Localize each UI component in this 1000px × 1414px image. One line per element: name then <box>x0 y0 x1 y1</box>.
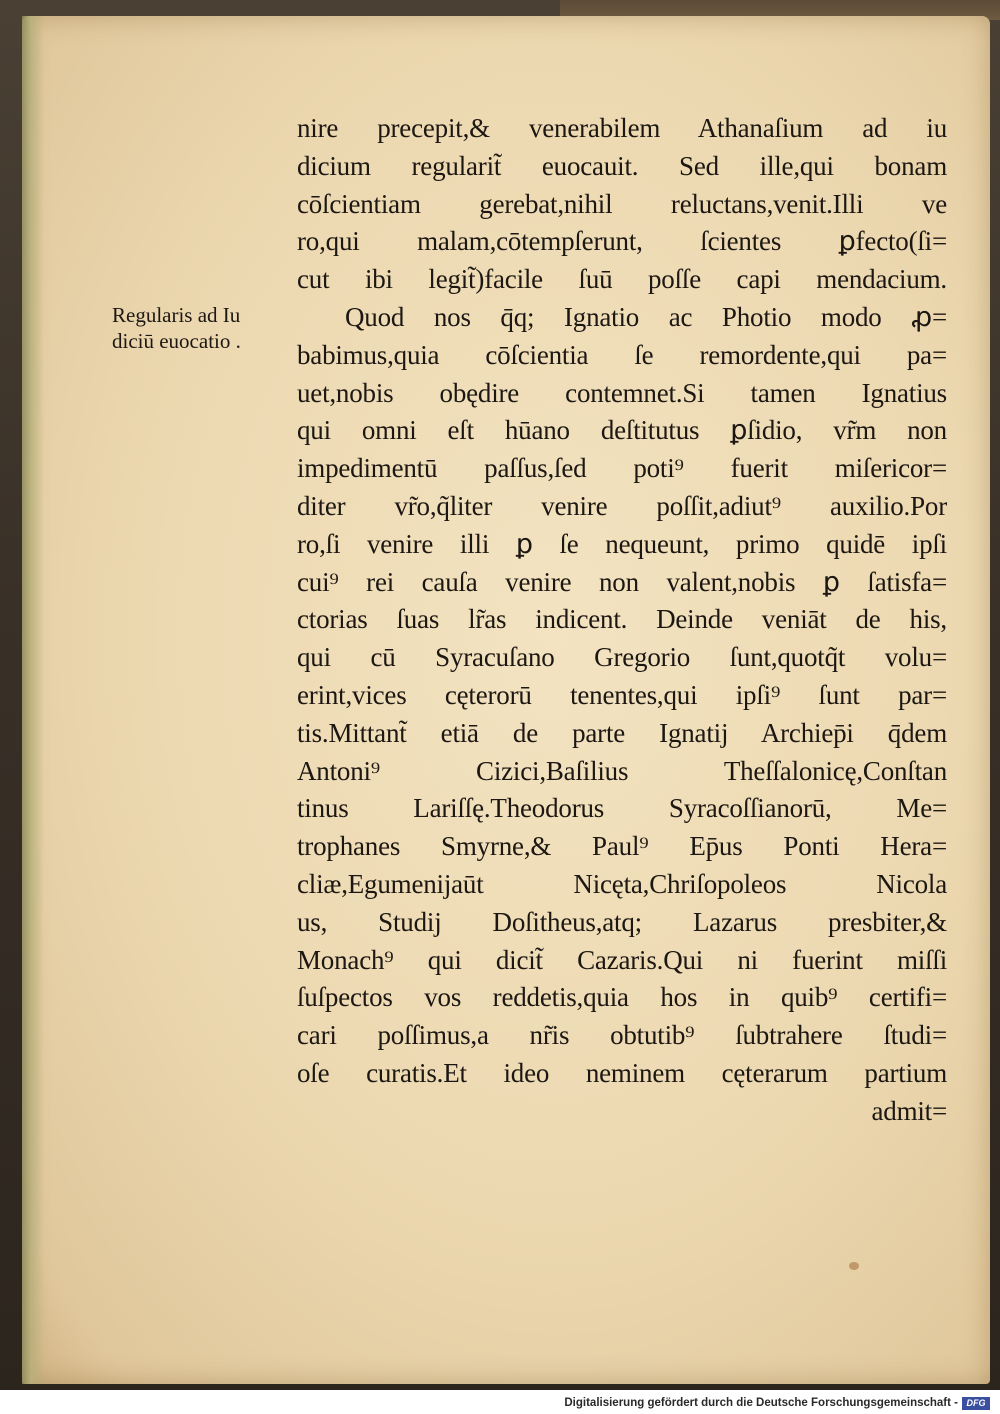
text-line: trophanes Smyrne,& Paul⁹ Ep̄us Ponti Hera= <box>297 831 947 862</box>
text-line: cui⁹ rei cauſa venire non valent,nobis ꝑ ſatisfa= <box>297 566 947 597</box>
text-line: cliæ,Egumenijaūt Nicęta,Chriſopoleos Nicola <box>297 868 947 899</box>
text-line: Antoni⁹ Cizici,Baſilius Theſſalonicę,Conſtan <box>297 755 947 786</box>
digitization-credit: Digitalisierung gefördert durch die Deutsche Forschungsgemeinschaft - <box>564 1397 958 1409</box>
text-line: diter vr̃o,q̃liter venire poſſit,adiut⁹ auxilio.Por <box>297 490 947 521</box>
margin-note-line: diciū euocatio . <box>112 329 241 353</box>
text-line: qui cū Syracuſano Gregorio ſunt,quotq̃t volu= <box>297 642 947 673</box>
text-line: ctorias ſuas lr̃as indicent. Deinde veniāt de his, <box>297 604 947 635</box>
text-line: tinus Lariſſę.Theodorus Syracoſſianorū, Me= <box>297 793 947 824</box>
margin-note-line: Regularis ad Iu <box>112 303 241 327</box>
text-line: cut ibi legit̃)facile ſuū poſſe capi mendacium. <box>297 264 947 295</box>
catchword: admit= <box>871 1095 947 1126</box>
text-line: uet,nobis obędire contemnet.Si tamen Ignatius <box>297 377 947 408</box>
text-line: ſuſpectos vos reddetis,quia hos in quib⁹ certifi= <box>297 982 947 1013</box>
text-line: us, Studij Doſitheus,atq; Lazarus presbiter,& <box>297 906 947 937</box>
text-line: Quod nos q̄q; Ignatio ac Photio modo ꝓ= <box>345 301 947 332</box>
page-gutter <box>22 16 44 1384</box>
text-line: oſe curatis.Et ideo neminem cęterarum partium <box>297 1057 947 1088</box>
text-line: ro,qui malam,cōtempſerunt, ſcientes ꝑfecto(ſi= <box>297 226 947 257</box>
text-line: nire precepit,& venerabilem Athanaſium ad iu <box>297 113 947 143</box>
text-line: Monach⁹ qui dicit̃ Cazaris.Qui ni fuerint miſſi <box>297 944 947 975</box>
text-line: ro,ſi venire illi ꝑ ſe nequeunt, primo quidē ipſi <box>297 528 947 559</box>
text-line: dicium regularit̃ euocauit. Sed ille,qui bonam <box>297 150 947 181</box>
text-line: erint,vices cęterorū tenentes,qui ipſi⁹ ſunt par= <box>297 679 947 710</box>
text-line: qui omni eſt hūano deſtitutus ꝑſidio, vr̃m non <box>297 415 947 446</box>
body-text <box>297 110 947 1131</box>
text-line: cōſcientiam gerebat,nihil reluctans,venit.Illi ve <box>297 188 947 219</box>
text-line: babimus,quia cōſcientia ſe remordente,qui pa= <box>297 339 947 370</box>
text-line: tis.Mittant̃ etiā de parte Ignatij Archiep̄i q̄dem <box>297 717 947 748</box>
text-line: cari poſſimus,a nr̃is obtutib⁹ ſubtrahere ſtudi= <box>297 1020 947 1051</box>
dfg-logo: DFG <box>962 1397 990 1410</box>
margin-note <box>112 302 294 354</box>
text-line: impedimentū paſſus,ſed poti⁹ fuerit miſericor= <box>297 453 947 484</box>
paper-stain <box>849 1262 859 1270</box>
